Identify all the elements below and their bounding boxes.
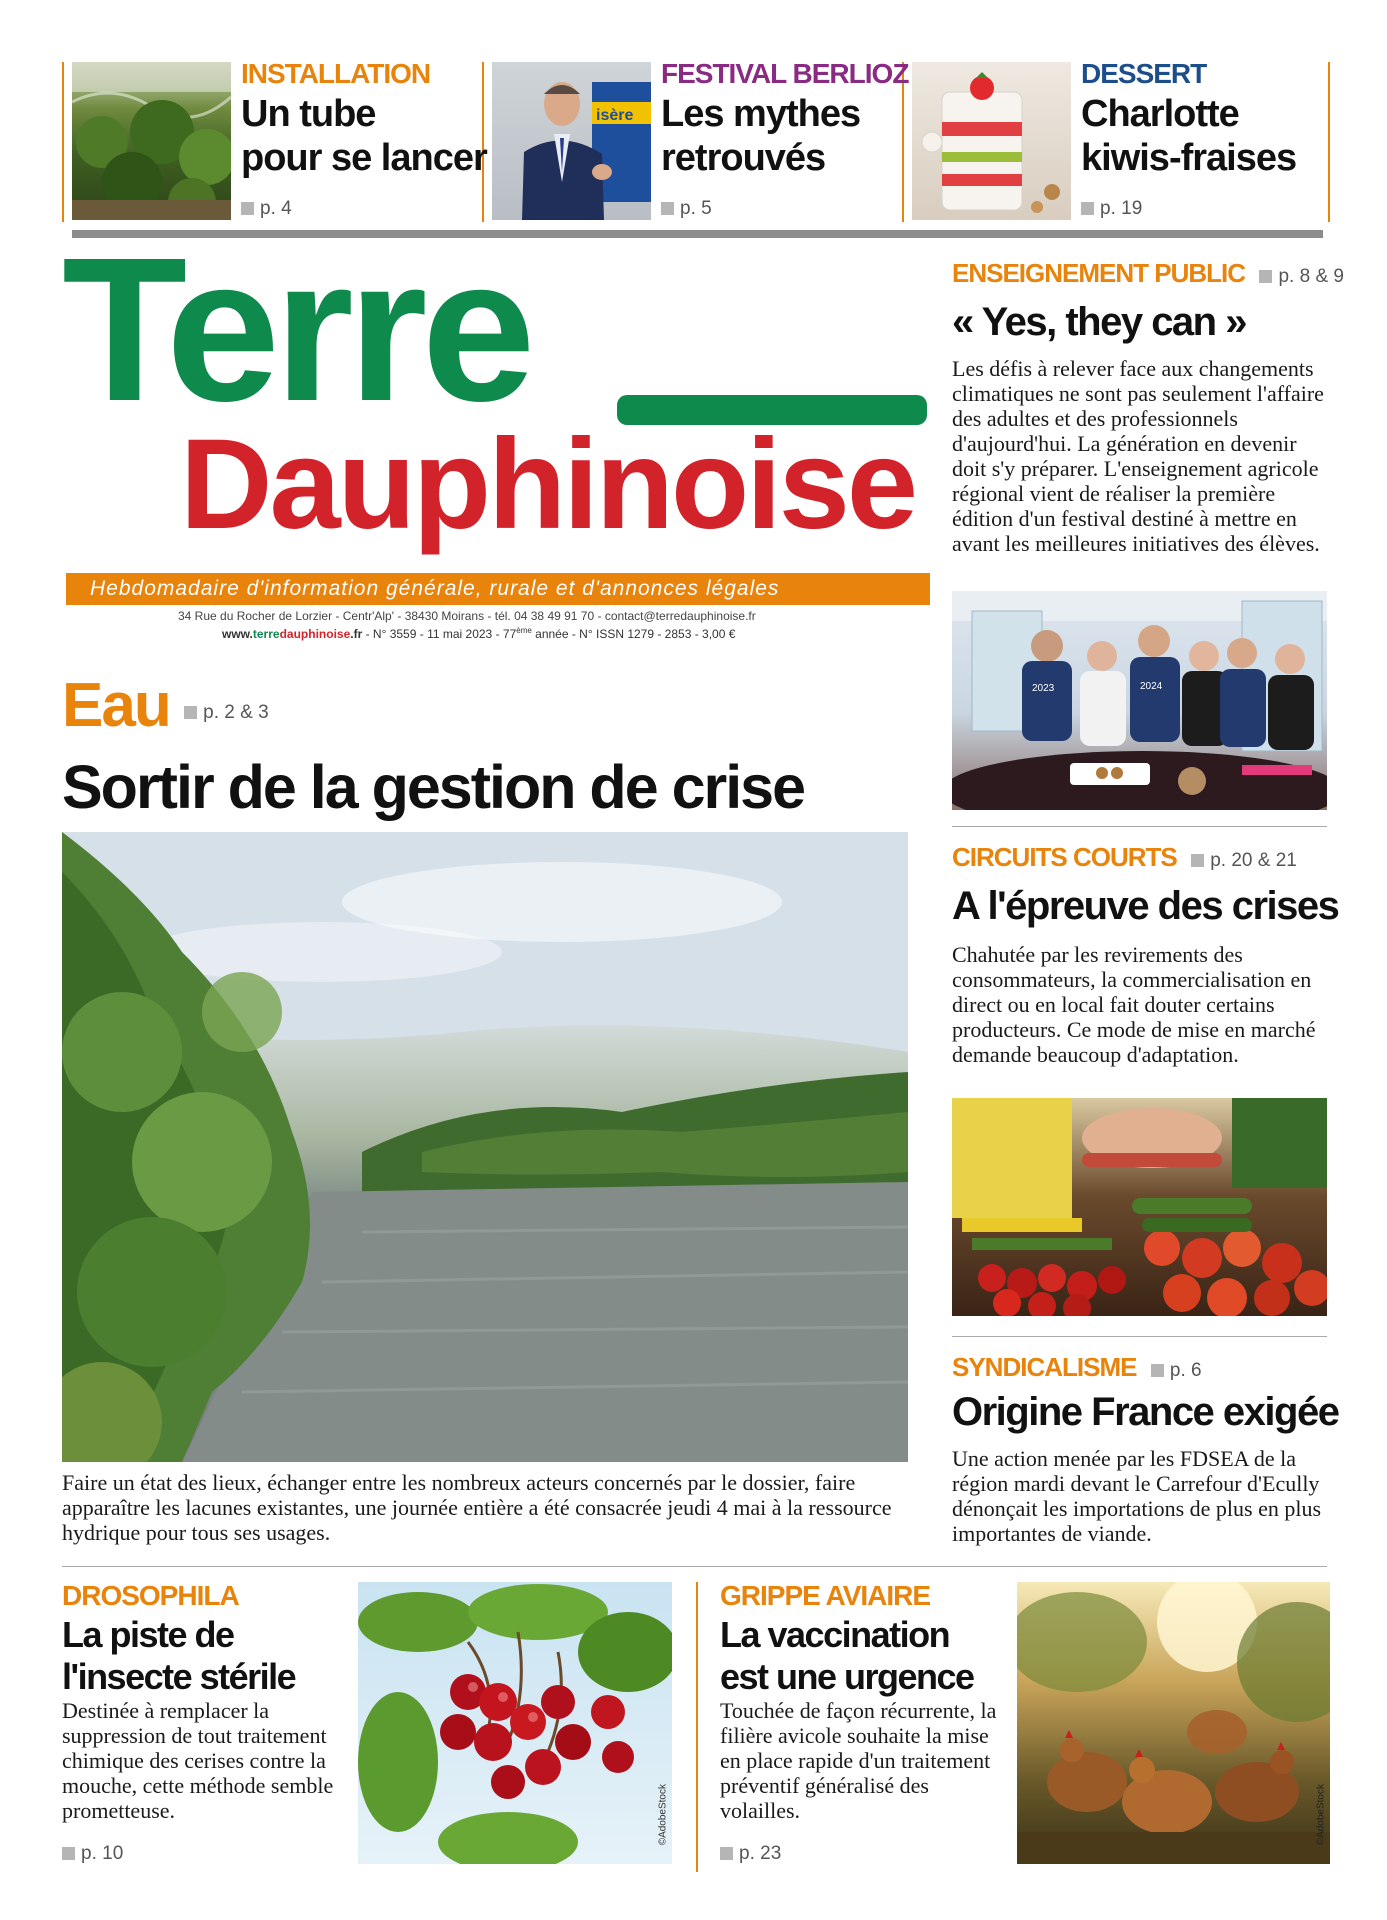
main-story-kicker: Eau p. 2 & 3 — [62, 671, 269, 740]
teaser-title-line1: Un tube — [241, 93, 376, 135]
tshirt-text-2: 2024 — [1140, 681, 1163, 692]
bottom-story-photo-hens — [1017, 1582, 1330, 1864]
main-story-photo-river — [62, 832, 908, 1462]
bottom-story-body: Destinée à remplacer la suppression de tout traitement chimique des cerises contre la mouche, cette méthode semble prometteuse. — [62, 1698, 334, 1823]
teaser-title-line1: Les mythes — [661, 93, 861, 135]
main-story-title[interactable]: Sortir de la gestion de crise — [62, 753, 805, 821]
side-story-kicker: ENSEIGNEMENT PUBLIC p. 8 & 9 — [952, 258, 1344, 288]
side-story-kicker: SYNDICALISME p. 6 — [952, 1352, 1202, 1382]
bottom-story-page-ref: p. 23 — [720, 1843, 781, 1865]
teaser-page-ref: p. 19 — [1081, 198, 1142, 220]
side-story-photo-market — [952, 1098, 1327, 1316]
bottom-story-kicker: DROSOPHILA — [62, 1580, 239, 1611]
masthead-word-dauphinoise: Dauphinoise — [180, 413, 916, 556]
side-story-body: Chahutée par les revirements des consommateurs, la commercialisation en direct ou en local fait douter certains producteurs. Ce mode de mise en marché demande beaucoup d'adaptation. — [952, 942, 1316, 1067]
side-divider-2 — [952, 1336, 1327, 1337]
side-divider-1 — [952, 826, 1327, 827]
masthead-tagline: Hebdomadaire d'information générale, rurale et d'annonces légales — [90, 577, 780, 600]
masthead-issue-line: www.terredauphinoise.fr - N° 3559 - 11 mai 2023 - 77ème année - N° ISSN 1279 - 2853 - 3,00 € — [222, 626, 736, 641]
teaser-title-line2: retrouvés — [661, 137, 826, 179]
teaser-title-line2: kiwis-fraises — [1081, 137, 1297, 179]
bottom-story-body: Touchée de façon récurrente, la filière avicole souhaite la mise en place rapide d'un traitement préventif généralisé des volailles. — [720, 1698, 997, 1823]
bottom-story-title[interactable] — [62, 1614, 295, 1698]
bottom-story-title-line1: La piste de — [62, 1614, 234, 1655]
masthead-logo[interactable] — [62, 215, 932, 575]
side-story-page-ref: p. 8 & 9 — [1259, 266, 1344, 287]
teaser-photo-greenhouse — [72, 62, 231, 220]
bottom-story-title-line1: La vaccination — [720, 1614, 950, 1655]
teaser-title[interactable] — [661, 92, 860, 180]
tshirt-text-1: 2023 — [1032, 683, 1055, 694]
side-story-title[interactable]: Origine France exigée — [952, 1390, 1339, 1434]
side-story-body: Une action menée par les FDSEA de la région mardi devant le Carrefour d'Ecully dénonçait les importations de plus en plus importantes de viande. — [952, 1446, 1322, 1546]
page-ref-square-icon — [241, 202, 254, 215]
side-story-title[interactable]: « Yes, they can » — [952, 300, 1246, 344]
website-link[interactable]: www.terredauphinoise.fr — [222, 627, 363, 641]
side-story-photo-students — [952, 591, 1327, 810]
teaser-page-ref: p. 4 — [241, 198, 292, 220]
masthead-address: 34 Rue du Rocher de Lorzier - Centr'Alp' - 38430 Moirans - tél. 04 38 49 91 70 - contact@terredauphinoise.fr — [178, 609, 756, 623]
photo-credit: ©AdobeStock — [1315, 1784, 1326, 1846]
teaser-divider-1 — [62, 62, 64, 222]
teaser-kicker: DESSERT — [1081, 58, 1207, 89]
teaser-page-ref: p. 5 — [661, 198, 712, 220]
teaser-title[interactable] — [241, 92, 487, 180]
teaser-kicker: INSTALLATION — [241, 58, 431, 89]
bottom-story-title[interactable] — [720, 1614, 974, 1698]
bottom-rule — [62, 1566, 1327, 1567]
side-story-body: Les défis à relever face aux changements climatiques ne sont pas seulement l'affaire des adultes et des professionnels d'aujourd'hui. La génération en devenir doit s'y préparer. L'enseignement agricole régional vient de réaliser la première édition d'un festival destiné à mettre en avant les meilleures initiatives des élèves. — [952, 356, 1324, 556]
bottom-story-photo-cherries — [358, 1582, 672, 1864]
teaser-photo-speaker — [492, 62, 651, 220]
masthead-word-terre: Terre — [62, 215, 530, 444]
page-ref-square-icon — [1081, 202, 1094, 215]
bottom-story-title-line2: est une urgence — [720, 1656, 974, 1697]
bottom-divider — [696, 1582, 698, 1872]
teaser-title[interactable] — [1081, 92, 1296, 180]
masthead-tagline-bar — [66, 573, 930, 605]
teaser-title-line2: pour se lancer — [241, 137, 487, 179]
page-ref-square-icon — [62, 1847, 75, 1860]
side-story-page-ref: p. 20 & 21 — [1191, 850, 1297, 871]
main-story-body: Faire un état des lieux, échanger entre les nombreux acteurs concernés par le dossier, faire apparaître les lacunes existantes, une journée entière a été consacrée jeudi 4 mai à la ressource hydrique pour tous ses usages. — [62, 1470, 892, 1545]
page-ref-square-icon — [1259, 270, 1272, 283]
page-ref-square-icon — [720, 1847, 733, 1860]
photo-credit: ©AdobeStock — [657, 1784, 668, 1846]
page-ref-square-icon — [661, 202, 674, 215]
teaser-photo-dessert — [912, 62, 1071, 220]
side-story-title[interactable]: A l'épreuve des crises — [952, 884, 1339, 928]
page-ref-square-icon — [1191, 854, 1204, 867]
teaser-kicker: FESTIVAL BERLIOZ — [661, 58, 909, 89]
main-story-page-ref: p. 2 & 3 — [184, 702, 269, 723]
sign-text: isère — [596, 107, 634, 124]
page-ref-square-icon — [1151, 1364, 1164, 1377]
teaser-divider-4 — [1328, 62, 1330, 222]
bottom-story-page-ref: p. 10 — [62, 1843, 123, 1865]
bottom-story-title-line2: l'insecte stérile — [62, 1656, 296, 1697]
page-ref-square-icon — [184, 706, 197, 719]
side-story-kicker: CIRCUITS COURTS p. 20 & 21 — [952, 842, 1297, 872]
side-story-page-ref: p. 6 — [1151, 1360, 1202, 1381]
bottom-story-kicker: GRIPPE AVIAIRE — [720, 1580, 931, 1611]
teaser-title-line1: Charlotte — [1081, 93, 1239, 135]
